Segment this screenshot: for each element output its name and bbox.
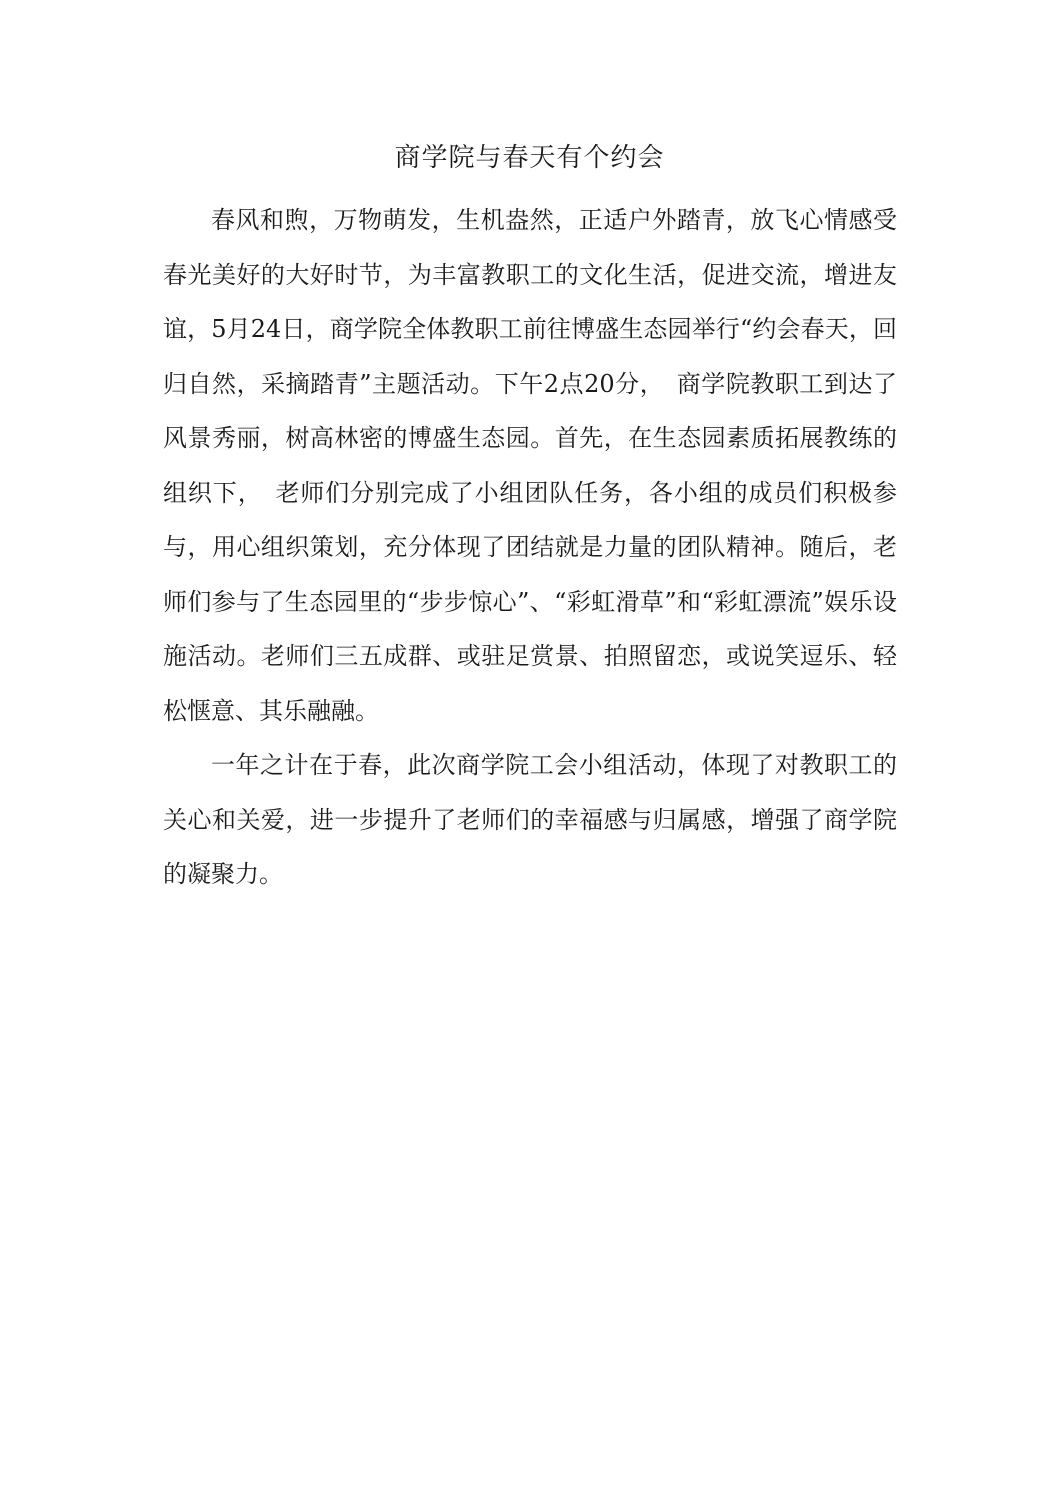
paragraph-activity: 春风和煦，万物萌发，生机盎然，正适户外踏青，放飞心情感受春光美好的大好时节，为丰富教职工的文化生活，促进交流，增进友谊，5月24日，商学院全体教职工前往博盛生态园举行“约会春天，回归自然，采摘踏青”主题活动。下午2点20分， 商学院教职工到达了风景秀丽，树高林密的博盛生态园。首先，在生态园素质拓展教练的组织下， 老师们分别完成了小组团队任务，各小组的成员们积极参与，用心组织策划，充分体现了团结就是力量的团队精神。随后，老师们参与了生态园里的“步步惊心”、“彩虹滑草”和“彩虹漂流”娱乐设施活动。老师们三五成群、或驻足赏景、拍照留恋，或说笑逗乐、轻松惬意、其乐融融。 bbox=[163, 206, 897, 725]
paragraph-conclusion: 一年之计在于春，此次商学院工会小组活动，体现了对教职工的关心和关爱，进一步提升了老师们的幸福感与归属感，增强了商学院的凝聚力。 bbox=[163, 751, 897, 888]
document-title: 商学院与春天有个约会 bbox=[394, 143, 665, 173]
document-body bbox=[163, 193, 897, 902]
